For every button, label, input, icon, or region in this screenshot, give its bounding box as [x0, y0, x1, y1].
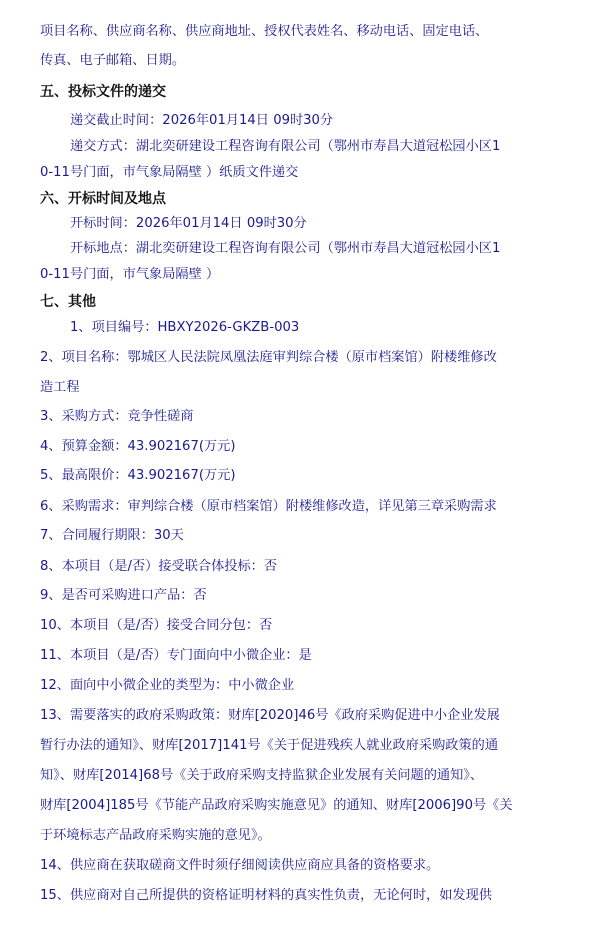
text-line: 传真、电子邮箱、日期。	[40, 53, 186, 68]
text-line: 12、面向中小微企业的类型为：中小微企业	[40, 678, 295, 693]
text-line: 14、供应商在获取磋商文件时须仔细阅读供应商应具备的资格要求。	[40, 858, 440, 873]
section-heading: 六、开标时间及地点	[40, 191, 166, 207]
text-line: 0-11号门面，市气象局隔壁 ）	[40, 267, 220, 282]
text-line: 1、项目编号：HBXY2026-GKZB-003	[70, 320, 300, 335]
text-line: 5、最高限价：43.902167(万元)	[40, 468, 236, 483]
text-line: 暂行办法的通知》、财库[2017]141号《关于促进残疾人就业政府采购政策的通	[40, 738, 499, 753]
text-line: 15、供应商对自己所提供的资格证明材料的真实性负责，无论何时，如发现供	[40, 888, 492, 903]
section-heading: 五、投标文件的递交	[40, 84, 166, 100]
text-line: 6、采购需求：审判综合楼（原市档案馆）附楼维修改造，详见第三章采购需求	[40, 499, 497, 514]
text-line: 递交截止时间：2026年01月14日 09时30分	[70, 113, 334, 128]
text-line: 2、项目名称：鄂城区人民法院凤凰法庭审判综合楼（原市档案馆）附楼维修改	[40, 350, 497, 365]
text-line: 开标时间：2026年01月14日 09时30分	[70, 216, 307, 231]
text-line: 递交方式：湖北奕研建设工程咨询有限公司（鄂州市寿昌大道冠松园小区1	[70, 139, 501, 154]
text-line: 知》、财库[2014]68号《关于政府采购支持监狱企业发展有关问题的通知》、	[40, 768, 484, 783]
text-line: 11、本项目（是/否）专门面向中小微企业：是	[40, 648, 312, 663]
text-line: 财库[2004]185号《节能产品政府采购实施意见》的通知、财库[2006]90号《关	[40, 798, 513, 813]
text-line: 造工程	[40, 380, 80, 395]
text-line: 13、需要落实的政府采购政策：财库[2020]46号《政府采购促进中小企业发展	[40, 708, 500, 723]
text-line: 3、采购方式：竞争性磋商	[40, 409, 194, 424]
text-line: 项目名称、供应商名称、供应商地址、授权代表姓名、移动电话、固定电话、	[40, 24, 489, 39]
text-line: 8、本项目（是/否）接受联合体投标：否	[40, 559, 278, 574]
text-line: 7、合同履行期限：30天	[40, 528, 184, 543]
text-line: 0-11号门面，市气象局隔壁 ）纸质文件递交	[40, 165, 299, 180]
text-line: 于环境标志产品政府采购实施的意见》。	[40, 828, 271, 843]
section-heading: 七、其他	[40, 294, 96, 310]
text-line: 10、本项目（是/否）接受合同分包：否	[40, 618, 273, 633]
text-line: 4、预算金额：43.902167(万元)	[40, 439, 236, 454]
text-line: 9、是否可采购进口产品：否	[40, 588, 207, 603]
text-line: 开标地点：湖北奕研建设工程咨询有限公司（鄂州市寿昌大道冠松园小区1	[70, 241, 501, 256]
